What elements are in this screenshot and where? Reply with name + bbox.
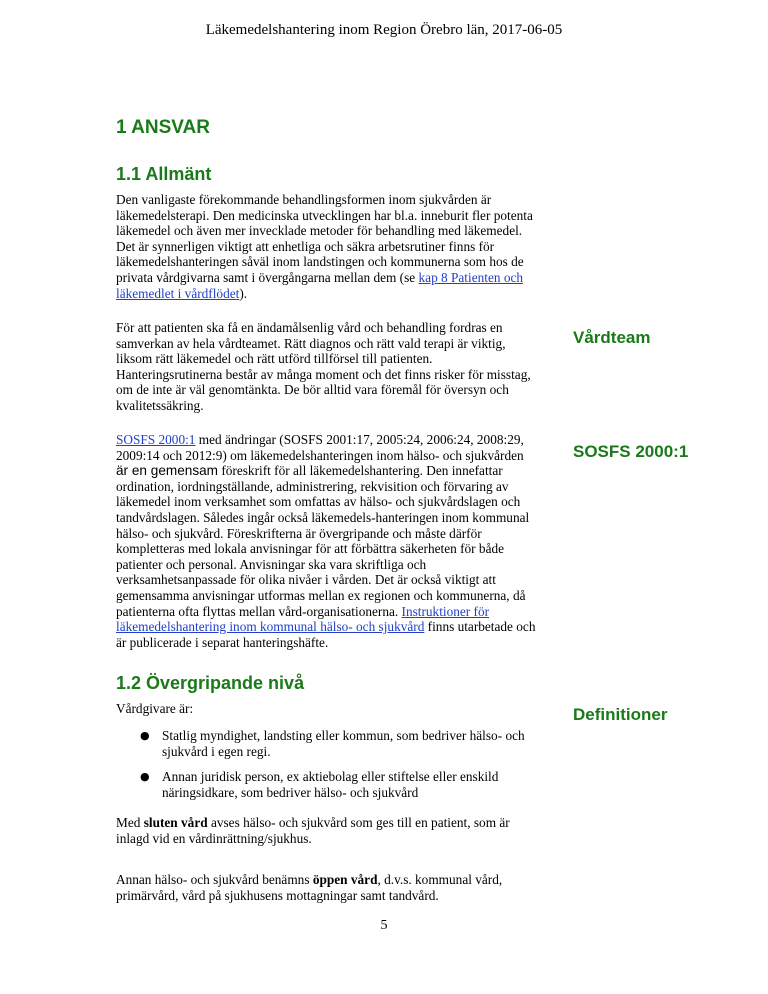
list-item: ● Statlig myndighet, landsting eller kommun, som bedriver hälso- och sjukvård i egen regi. <box>140 728 525 759</box>
margin-note-sosfs: SOSFS 2000:1 <box>573 442 689 461</box>
page-number: 5 <box>380 918 388 933</box>
vardgivare-list <box>116 728 536 810</box>
link-instruktioner[interactable]: Instruktioner för läkemedelshantering inom kommunal hälso- och sjukvård <box>116 603 490 635</box>
list-item: ● Annan juridisk person, ex aktiebolag eller stiftelse eller enskild näringsidkare, som bedriver hälso- och sjukvård <box>140 769 499 800</box>
section-heading-ansvar: 1 ANSVAR <box>116 117 210 138</box>
margin-note-vardteam: Vårdteam <box>573 328 651 347</box>
page-header: Läkemedelshantering inom Region Örebro län, 2017-06-05 <box>205 22 563 38</box>
paragraph-vardteam: För att patienten ska få en ändamålsenlig vård och behandling fordras en samverkan av hela vårdteamet. Rätt diagnos och rätt vald terapi är viktig, liksom rätt läkemedel och rätt utförd tillförsel till patienten. Hanteringsrutinerna består av många moment och det finns risker för misstag, om de inte är väl genomtänkta. De bör alltid vara föremål för översyn och kvalitetssäkring. <box>116 320 531 413</box>
link-kap8[interactable]: kap 8 Patienten och läkemedlet i vårdflödet <box>116 269 524 301</box>
paragraph-sosfs: SOSFS 2000:1 med ändringar (SOSFS 2001:17, 2005:24, 2006:24, 2008:29, 2009:14 och 2012:9) om läkemedelshanteringen inom hälso- och sjukvården är en gemensam föreskrift för all läkemedelshantering. Den innefattar ordination, iordningställande, administrering, rekvisition och förvaring av läkemedel inom verksamhet som omfattas av hälso- och sjukvårdslagen och tandvårdslagen. Således ingår också läkemedels-hanteringen inom kommunal hälso- och sjukvård. Föreskrifterna är övergripande och måste därför kompletteras med lokala anvisningar för att förbättra säkerheten för både patienter och personal. Anvisningar ska vara skriftliga och verksamhetsanpassade för olika nivåer i vården. Det är också viktigt att gemensamma anvisningar utformas mellan ex regionen och kommunerna, då patienterna ofta flyttas mellan vård-organisationerna. Instruktioner för läkemedelshantering inom kommunal hälso- och sjukvård finns utarbetade och är publicerade i separat hanteringshäfte. <box>116 432 536 650</box>
bullet-icon: ● <box>140 729 150 742</box>
section-heading-overgripande: 1.2 Övergripande nivå <box>116 673 305 693</box>
section-heading-allmant: 1.1 Allmänt <box>116 164 212 184</box>
paragraph-allmant: Den vanligaste förekommande behandlingsformen inom sjukvården är läkemedelsterapi. Den medicinska utvecklingen har bl.a. inneburit fler potenta läkemedel och även mer invecklade metoder för behandling med läkemedel. Det är synnerligen viktigt att enhetliga och säkra arbetsrutiner finns för läkemedelshanteringen såväl inom landstingen och kommunerna som hos de privata vårdgivarna samt i övergångarna mellan dem (se kap 8 Patienten och läkemedlet i vårdflödet). <box>116 192 533 301</box>
paragraph-vardgivare-intro: Vårdgivare är: <box>116 701 194 716</box>
paragraph-sluten-vard: Med sluten vård avses hälso- och sjukvård som ges till en patient, som är inlagd vid en vårdinrättning/sjukhus. <box>116 815 510 846</box>
paragraph-oppen-vard: Annan hälso- och sjukvård benämns öppen vård, d.v.s. kommunal vård, primärvård, vård på sjukhusens mottagningar samt tandvård. <box>116 872 503 903</box>
bullet-icon: ● <box>140 770 150 784</box>
margin-note-definitioner: Definitioner <box>573 705 668 724</box>
link-sosfs[interactable]: SOSFS 2000:1 <box>116 432 196 447</box>
